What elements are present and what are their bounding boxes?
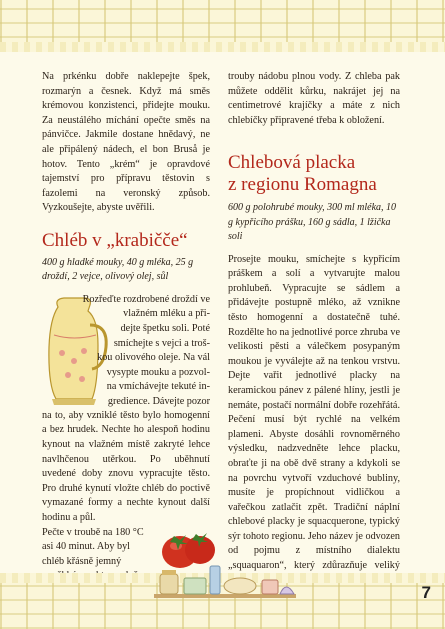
heading-line: Chlebová placka [228,152,356,174]
wrap-block [42,293,210,409]
left-intro-paragraph: Na prkénku dobře naklepejte špek, rozmarýn a česnek. Když má směs krémovou konzistenci, přidejte mouku. Za neustálého míchání opečte směs na pánvičce. Jakmile dostane hnědavý, ne ale připálený nádech, el bon Bruså je hotov. Tento „krém“ je opravdové tajemství pro přípravu těstovin s fazolemi na veronský způsob. Vyzkoušejte, abyste uvěřili. [42,71,210,214]
placka-body-paragraph: Prosejte mouku, smíchejte s kypřicím práškem a solí a vytvarujte malou prohlubeň. Vypracujte se sádlem a přidávejte postupně mléko, až vznikne těsto homogenní a dostatečně tuhé. Rozdělte ho na jednotlivé porce zhruba ve velikosti pěsti a válečkem posypaným moukou je vyválejte až na tenkou vrstvu. Dejte vařit jednotlivé placky na keramickou pánev z pálené hlíny, jestli je nemáte, postačí normální dobře rozehřátá. Pečení musí být rychlé na velkém plameni. Abyste dosáhli rovnoměrného výsledku, nadzvedněte lehce placku, obraťte ji na obě dvě strany a kdykoli se na povrchu vytvoří vzduchové bubliny, musíte je propíchnout vidličkou a vařečkou zatlačit zpět. Tradiční náplní chlebové placky je squacquerone, typický sýr tohoto regionu. Jeho název je odvozen od pojmu z místního dialektu „squaquaron“, který zdůrazňuje veliký [228,253,400,572]
right-intro-paragraph: trouby nádobu plnou vody. Z chleba pak můžete oddělit kůrku, nakrájet jej na centimetrové krajíčky a máte z nich chlebíčky připravené třeba k obložení. [228,71,400,126]
left-column [42,70,210,586]
tail-line: Pečte v troubě na 180 °C [42,526,144,538]
wrap-line: smíchejte s vejci a troš- [113,337,210,349]
heading-line: z regionu Romagna [228,174,377,196]
wrap-line: kou olivového oleje. Na vál [97,352,210,364]
wrap-line: vlažném mléku a při- [123,308,210,320]
section-heading-chleb: Chléb v „krabičče“ [42,229,188,251]
section-heading-placka [228,152,400,196]
ingredients-placka: 600 g polohrubé mouky, 300 ml mléka, 10 g kypřicího prášku, 160 g sádla, 1 lžička soli [228,202,397,243]
tail-line: asi 40 minut. Aby byl [42,541,131,553]
wrap-line: Rozřeďte rozdrobené droždí ve [82,293,210,305]
right-column [228,70,400,603]
top-plaid-band [0,0,445,52]
page-number: 7 [421,583,431,602]
wrap-line: vysypte mouku a pozvol- [106,366,210,378]
wrap-line: dejte špetku soli. Poté [120,322,210,334]
wrap-lines [42,293,210,410]
tail-line: chléb křásně jemný [42,555,122,567]
kitchen-shelf-illustration-icon [150,560,300,602]
ingredients-chleb: 400 g hladké mouky, 40 g mléka, 25 g droždí, 2 vejce, olivový olej, sůl [42,256,194,283]
chleb-body-paragraph: na to, aby vzniklé těsto bylo homogenní a bez hrudek. Nechte ho alespoň hodinu kynout na vlažném místě zakryté lehce navlhčenou utěrkou. Po uběhnutí uvedené doby znovu vypracujte těsto. Pro druhé kynutí vložte chléb do poctivě vymazané formy a nechte kynout další hodinu a půl. [42,409,210,523]
wrap-line: na vmíchávejte tekuté in- [106,381,210,393]
wrap-line: gredience. Dávejte pozor [107,395,210,407]
